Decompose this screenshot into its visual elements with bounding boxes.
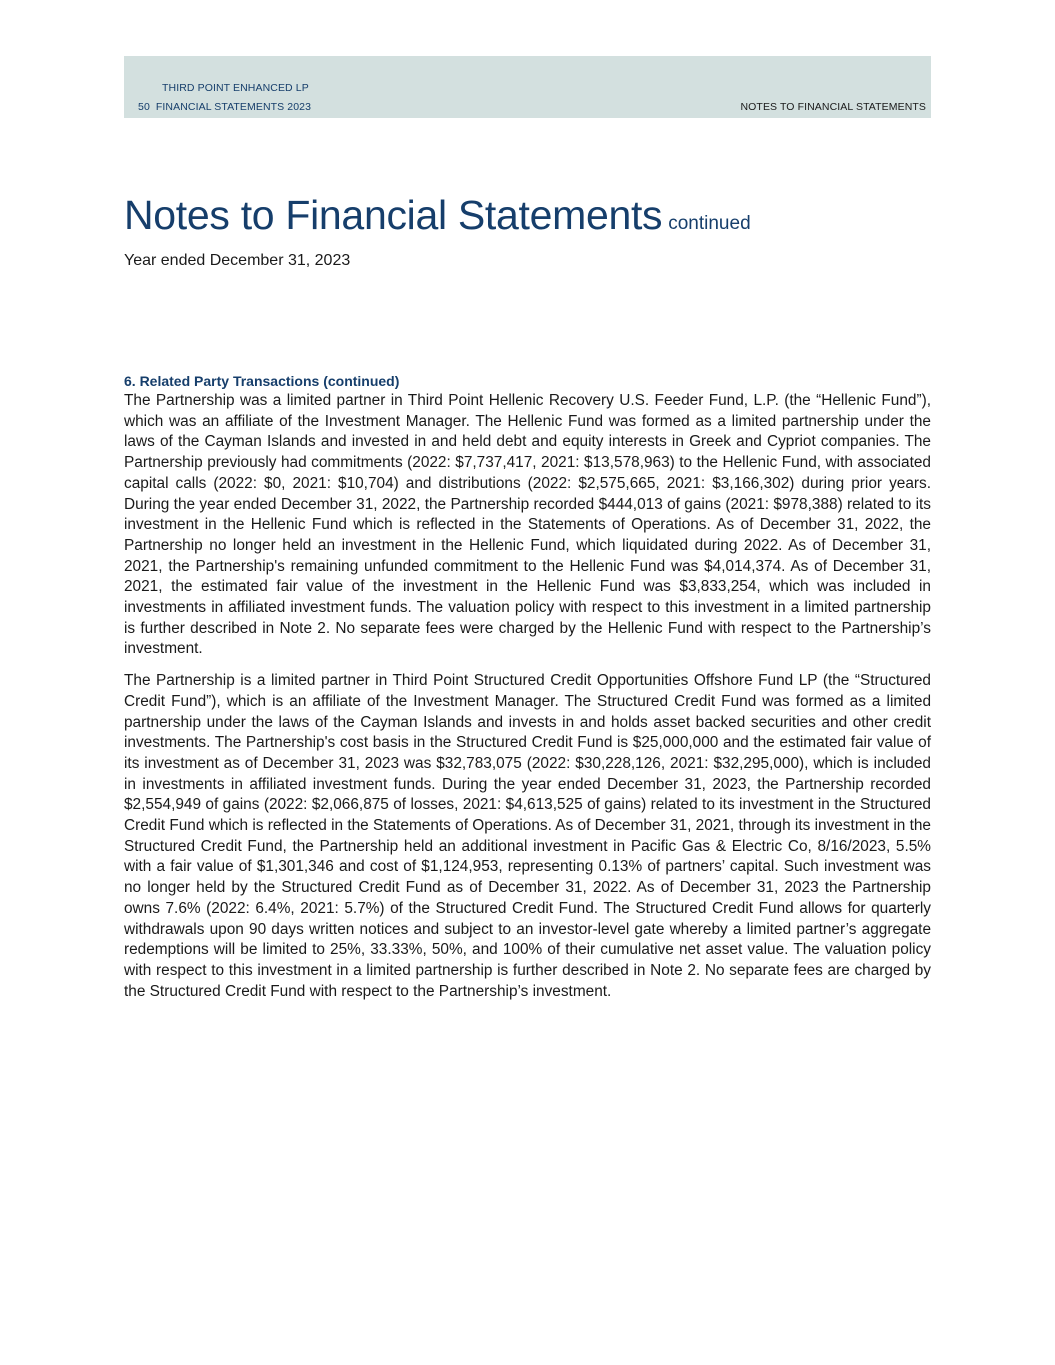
page-subtitle: Year ended December 31, 2023 (124, 252, 351, 269)
header-company-name: THIRD POINT ENHANCED LP (162, 82, 309, 94)
section-heading: 6. Related Party Transactions (continued) (124, 373, 400, 389)
title-block (124, 189, 931, 272)
page-title-text: Notes to Financial Statements (124, 192, 663, 238)
paragraph-hellenic-fund: The Partnership was a limited partner in Third Point Hellenic Recovery U.S. Feeder Fund, L.P. (the “Hellenic Fund”), which was an affiliate of the Investment Manager. The Hellenic Fund was formed as a limited partnership under the laws of the Cayman Islands and invested in and held debt and equity interests in Greek and Cypriot companies. The Partnership previously had commitments (2022: $7,737,417, 2021: $13,578,963) to the Hellenic Fund, with associated capital calls (2022: $0, 2021: $10,704) and distributions (2022: $2,575,665, 2021: $3,166,302) during prior years. During the year ended December 31, 2022, the Partnership recorded $444,013 of gains (2021: $978,388) related to its investment in the Hellenic Fund which is reflected in the Statements of Operations. As of December 31, 2022, the Partnership no longer held an investment in the Hellenic Fund, which liquidated during 2022. As of December 31, 2021, the Partnership's remaining unfunded commitment to the Hellenic Fund was $4,014,374. As of December 31, 2021, the estimated fair value of the investment in the Hellenic Fund was $3,833,254, which was included in investments in affiliated investment funds. The valuation policy with respect to this investment in a limited partnership is further described in Note 2. No separate fees were charged by the Hellenic Fund with respect to the Partnership’s investment. (124, 392, 931, 658)
paragraph-structured-credit-fund: The Partnership is a limited partner in Third Point Structured Credit Opportunities Offshore Fund LP (the “Structured Credit Fund”), which is an affiliate of the Investment Manager. The Structured Credit Fund was formed as a limited partnership under the laws of the Cayman Islands and invests in and holds asset backed securities and other credit investments. The Partnership's cost basis in the Structured Credit Fund is $25,000,000 and the estimated fair value of its investment as of December 31, 2023 was $32,783,075 (2022: $30,228,126, 2021: $32,295,000), which is included in investments in affiliated investment funds. During the year ended December 31, 2023, the Partnership recorded $2,554,949 of gains (2022: $2,066,875 of losses, 2021: $4,613,525 of gains) related to its investment in the Structured Credit Fund which is reflected in the Statements of Operations. As of December 31, 2021, through its investment in the Structured Credit Fund, the Partnership held an additional investment in Pacific Gas & Electric Co, 8/16/2023, 5.5% with a fair value of $1,301,346 and cost of $1,124,953, representing 0.13% of partners’ capital. Such investment was no longer held by the Structured Credit Fund as of December 31, 2022. As of December 31, 2023 the Partnership owns 7.6% (2022: 6.4%, 2021: 5.7%) of the Structured Credit Fund. The Structured Credit Fund allows for quarterly withdrawals upon 90 days written notices and subject to an investor-level gate whereby a limited partner’s aggregate redemptions will be limited to 25%, 33.33%, 50%, and 100% of their cumulative net asset value. The valuation policy with respect to this investment in a limited partnership is further described in Note 2. No separate fees are charged by the Structured Credit Fund with respect to the Partnership’s investment. (124, 672, 931, 1000)
continued-label: continued (668, 213, 751, 234)
page-title (124, 189, 931, 250)
header-section-name: NOTES TO FINANCIAL STATEMENTS (740, 101, 926, 113)
page-number: 50 (138, 101, 150, 113)
header-report-name: FINANCIAL STATEMENTS 2023 (155, 101, 312, 113)
header-report-line (138, 101, 311, 113)
note-section (124, 371, 931, 1002)
page-header (124, 56, 931, 118)
